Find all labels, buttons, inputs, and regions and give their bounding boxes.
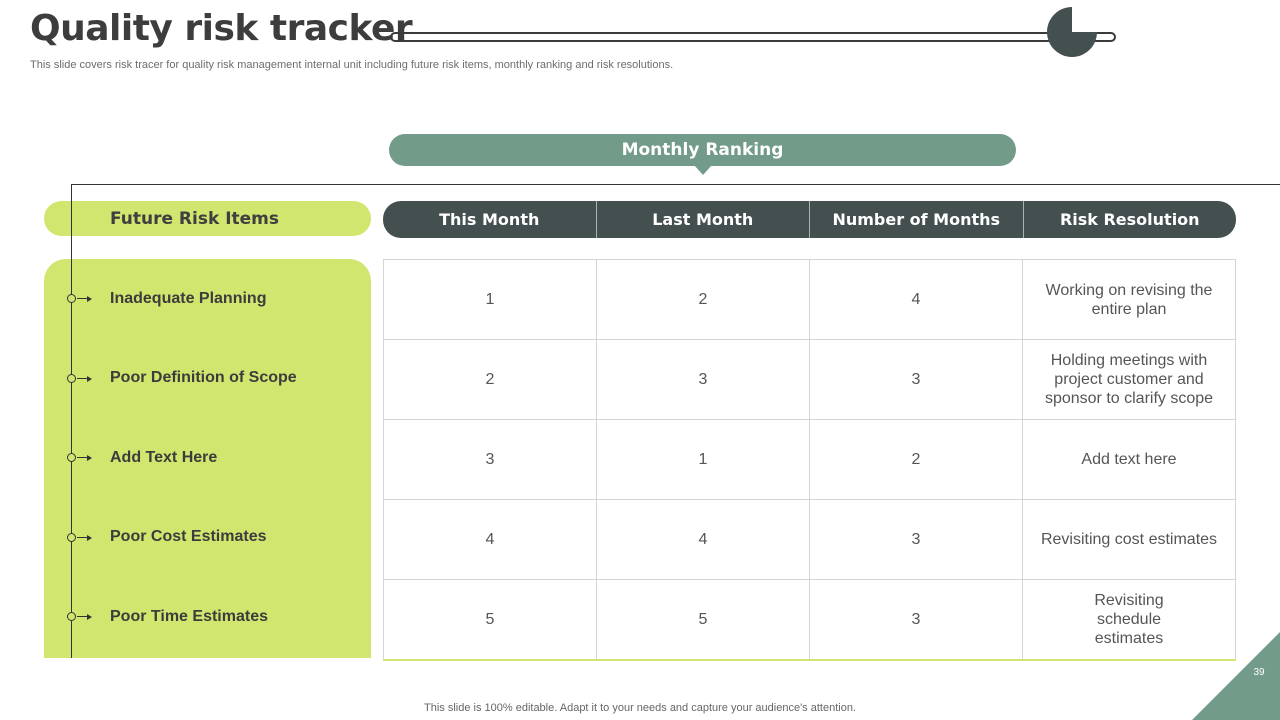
slide-subtitle: This slide covers risk tracer for quality risk management internal unit including future risk items, monthly ranking and risk resolutions.: [30, 59, 674, 71]
title-decoration-bar: [390, 32, 1116, 42]
risk-item: Poor Definition of Scope: [110, 369, 297, 386]
table-cell: 2: [384, 340, 597, 420]
footer-note: This slide is 100% editable. Adapt it to your needs and capture your audience's attention.: [424, 702, 856, 714]
slide-title: Quality risk tracker: [30, 8, 413, 49]
column-header: Number of Months: [810, 201, 1024, 238]
risk-item: Poor Cost Estimates: [110, 528, 267, 545]
future-risk-header: Future Risk Items: [44, 201, 371, 236]
table-cell: Revisiting schedule estimates: [1023, 580, 1236, 661]
table-cell: 3: [810, 580, 1023, 661]
table-cell: 4: [384, 500, 597, 580]
timeline-line: [71, 184, 72, 658]
table-row: [384, 260, 1236, 340]
monthly-ranking-banner: Monthly Ranking: [389, 134, 1016, 166]
table-row: [384, 420, 1236, 500]
timeline-marker-icon: [67, 612, 93, 622]
table-row: [384, 340, 1236, 420]
pie-chart-icon: [1047, 7, 1097, 57]
table-cell: 4: [597, 500, 810, 580]
table-cell: Working on revising the entire plan: [1023, 260, 1236, 340]
risk-ranking-table: [383, 259, 1236, 661]
table-cell: 3: [384, 420, 597, 500]
table-header-row: [383, 201, 1236, 238]
table-cell: Holding meetings with project customer and sponsor to clarify scope: [1023, 340, 1236, 420]
timeline-marker-icon: [67, 374, 93, 384]
column-header: Risk Resolution: [1059, 210, 1200, 229]
table-cell: 4: [810, 260, 1023, 340]
column-header: This Month: [383, 201, 597, 238]
timeline-marker-icon: [67, 453, 93, 463]
table-cell: 3: [810, 500, 1023, 580]
column-header: Last Month: [597, 201, 811, 238]
table-cell: 5: [597, 580, 810, 661]
table-cell: 5: [384, 580, 597, 661]
table-cell: 3: [597, 340, 810, 420]
risk-item: Poor Time Estimates: [110, 608, 268, 625]
table-row: [384, 500, 1236, 580]
timeline-marker-icon: [67, 294, 93, 304]
table-cell: 1: [384, 260, 597, 340]
risk-item: Add Text Here: [110, 449, 218, 466]
table-cell: 1: [597, 420, 810, 500]
table-cell: Revisiting cost estimates: [1023, 500, 1236, 580]
table-cell: 2: [810, 420, 1023, 500]
table-row: [384, 580, 1236, 661]
table-cell: 2: [597, 260, 810, 340]
bracket-top-line: [71, 184, 1280, 185]
timeline-marker-icon: [67, 533, 93, 543]
page-number: 39: [1253, 667, 1265, 678]
banner-pointer-arrow: [694, 165, 712, 175]
risk-item: Inadequate Planning: [110, 290, 267, 307]
table-cell: 3: [810, 340, 1023, 420]
table-cell: Add text here: [1023, 420, 1236, 500]
